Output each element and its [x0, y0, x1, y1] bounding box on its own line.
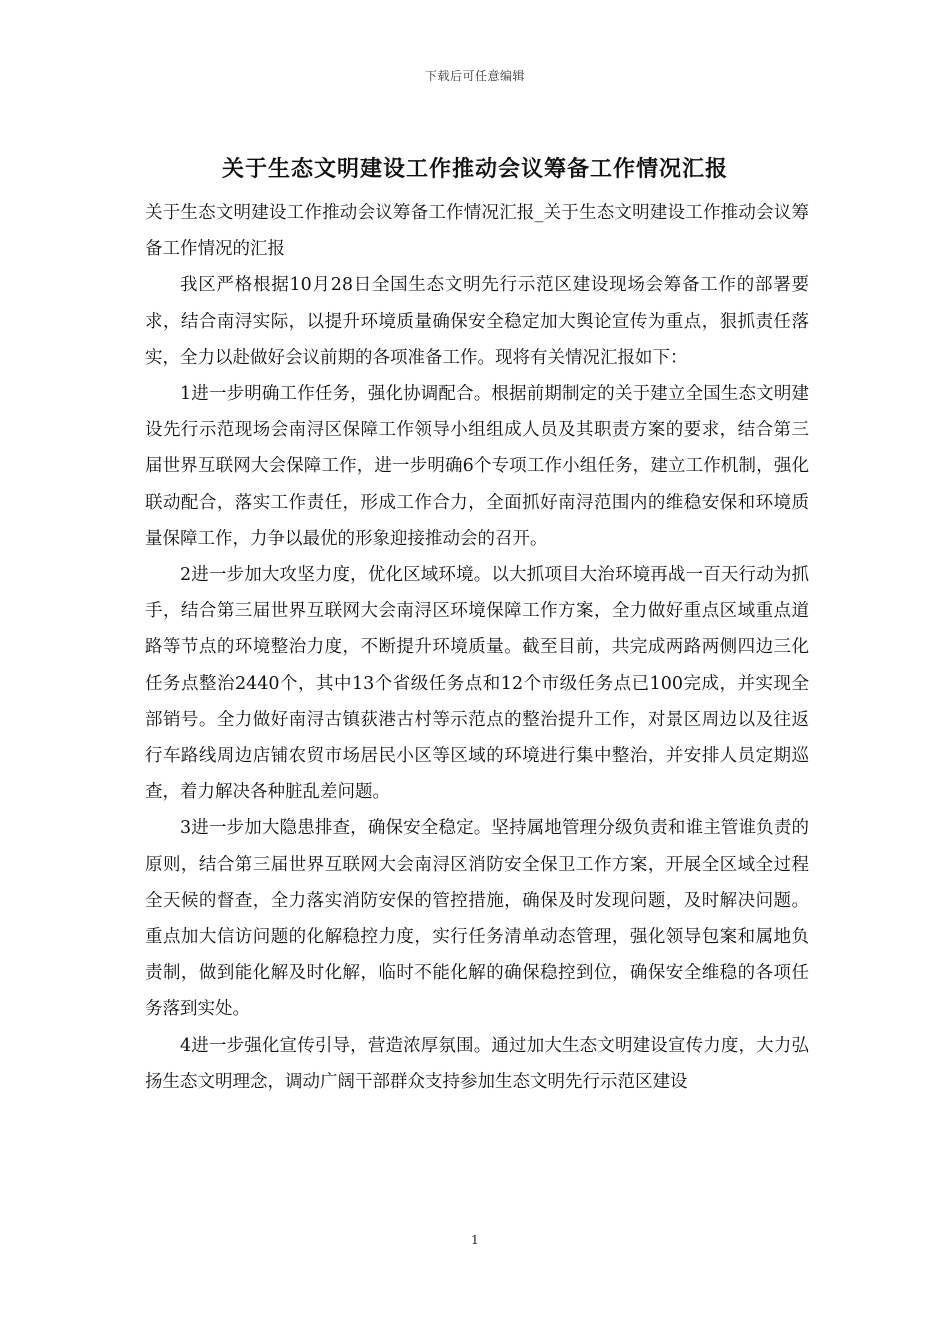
- document-body: [145, 195, 809, 1100]
- paragraph-3: 3进一步加大隐患排查，确保安全稳定。坚持属地管理分级负责和谁主管谁负责的原则，结合第三届世界互联网大会南浔区消防安全保卫工作方案，开展全区域全过程全天候的督查，全力落实消防安保的管控措施，确保及时发现问题，及时解决问题。重点加大信访问题的化解稳控力度，实行任务清单动态管理，强化领导包案和属地负责制，做到能化解及时化解，临时不能化解的确保稳控到位，确保安全维稳的各项任务落到实处。: [145, 818, 809, 1020]
- paragraph-2: 2进一步加大攻坚力度，优化区域环境。以大抓项目大治环境再战一百天行动为抓手，结合第三届世界互联网大会南浔区环境保障工作方案，全力做好重点区域重点道路等节点的环境整治力度，不断提升环境质量。截至目前，共完成两路两侧四边三化任务点整治2440个，其中13个省级任务点和12个市级任务点已100完成，并实现全部销号。全力做好南浔古镇荻港古村等示范点的整治提升工作，对景区周边以及往返行车路线周边店铺农贸市场居民小区等区域的环境进行集中整治，并安排人员定期巡查，着力解决各种脏乱差问题。: [145, 565, 809, 803]
- document-title: 关于生态文明建设工作推动会议筹备工作情况汇报: [221, 156, 728, 182]
- page-number: 1: [471, 1233, 479, 1247]
- page-header-note: 下载后可任意编辑: [424, 69, 525, 83]
- document-subtitle: 关于生态文明建设工作推动会议筹备工作情况汇报_关于生态文明建设工作推动会议筹备工作情况的汇报: [145, 203, 809, 260]
- paragraph-4: 4进一步强化宣传引导，营造浓厚氛围。通过加大生态文明建设宣传力度，大力弘扬生态文明理念，调动广阔干部群众支持参加生态文明先行示范区建设: [145, 1035, 809, 1092]
- paragraph-intro: 我区严格根据10月28日全国生态文明先行示范区建设现场会筹备工作的部署要求，结合南浔实际，以提升环境质量确保安全稳定加大舆论宣传为重点，狠抓责任落实，全力以赴做好会议前期的各项准备工作。现将有关情况汇报如下：: [145, 275, 809, 368]
- paragraph-1: 1进一步明确工作任务，强化协调配合。根据前期制定的关于建立全国生态文明建设先行示范现场会南浔区保障工作领导小组组成人员及其职责方案的要求，结合第三届世界互联网大会保障工作，进一步明确6个专项工作小组任务，建立工作机制，强化联动配合，落实工作责任，形成工作合力，全面抓好南浔范围内的维稳安保和环境质量保障工作，力争以最优的形象迎接推动会的召开。: [145, 384, 809, 549]
